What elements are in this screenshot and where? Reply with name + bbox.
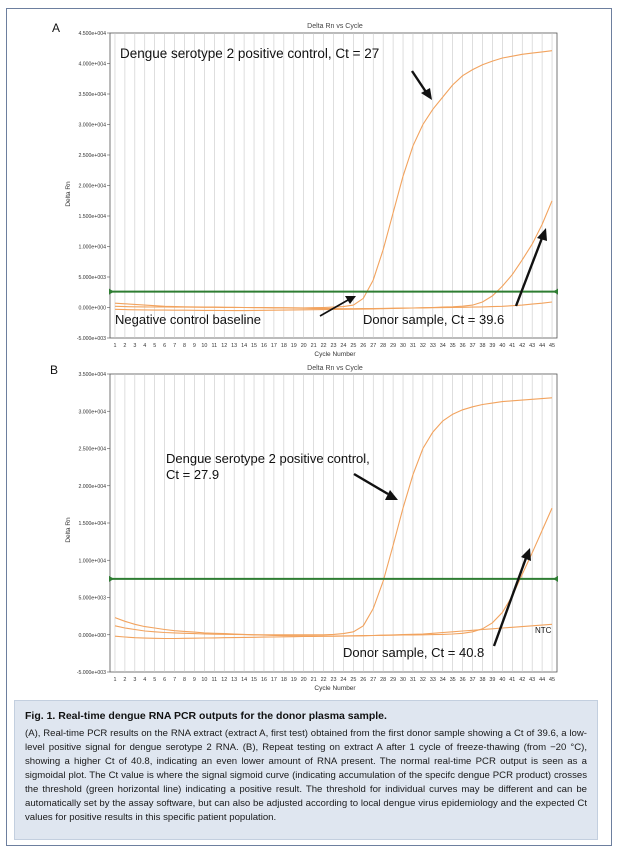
x-tick-label-b: 43 [529, 677, 536, 683]
x-tick-label-b: 30 [400, 677, 407, 683]
x-tick-label-b: 39 [489, 677, 496, 683]
x-tick-label-b: 32 [419, 677, 426, 683]
x-tick-label-b: 20 [300, 677, 307, 683]
x-tick-label-b: 31 [409, 677, 416, 683]
x-tick-label-a: 12 [221, 343, 228, 349]
annotation-ntc-b: NTC [535, 626, 552, 635]
x-tick-label-a: 2 [123, 343, 127, 349]
y-tick-label-a: 5.000e+003 [78, 275, 106, 281]
x-tick-label-b: 36 [459, 677, 466, 683]
annotation-donor-sample-a: Donor sample, Ct = 39.6 [363, 312, 505, 327]
x-tick-label-b: 11 [211, 677, 218, 683]
x-tick-label-b: 6 [163, 677, 167, 683]
caption-title: Fig. 1. Real-time dengue RNA PCR outputs for the donor plasma sample. [25, 710, 387, 722]
y-tick-label-a: -5.000e+003 [76, 336, 106, 342]
panel-label-a: A [52, 21, 61, 35]
x-tick-label-a: 28 [380, 343, 387, 349]
annotation-positive-control-b-line2: Ct = 27.9 [166, 467, 220, 482]
x-tick-label-a: 9 [192, 343, 196, 349]
x-tick-label-b: 8 [183, 677, 186, 683]
x-tick-label-a: 38 [479, 343, 486, 349]
x-tick-label-b: 13 [231, 677, 238, 683]
x-tick-label-b: 9 [192, 677, 196, 683]
y-tick-label-b: 1.000e+004 [78, 558, 106, 565]
chart-panel-b [0, 360, 618, 698]
x-tick-label-b: 41 [509, 677, 516, 683]
x-tick-label-a: 37 [469, 343, 476, 349]
x-tick-label-a: 31 [409, 343, 416, 349]
x-tick-label-b: 5 [153, 677, 157, 683]
x-tick-label-a: 30 [400, 343, 407, 349]
y-tick-label-a: 1.500e+004 [78, 214, 106, 220]
chart-title-b: Delta Rn vs Cycle [307, 365, 363, 372]
x-tick-label-a: 21 [310, 343, 317, 349]
x-tick-label-b: 18 [280, 677, 287, 683]
x-tick-label-b: 2 [123, 677, 127, 683]
x-tick-label-b: 45 [549, 677, 556, 683]
x-tick-label-b: 14 [241, 677, 248, 683]
x-tick-label-b: 17 [270, 677, 277, 683]
y-tick-label-b: 3.000e+004 [78, 409, 106, 416]
y-tick-label-a: 2.500e+004 [78, 153, 106, 159]
plot-area-a [77, 31, 558, 349]
x-tick-label-b: 12 [221, 677, 228, 683]
x-tick-label-a: 7 [173, 343, 177, 349]
annotation-donor-sample-b: Donor sample, Ct = 40.8 [343, 645, 485, 660]
x-tick-label-b: 15 [251, 677, 258, 683]
x-tick-label-b: 1 [113, 677, 117, 683]
y-tick-label-a: 3.000e+004 [78, 122, 106, 129]
y-tick-label-a: 2.000e+004 [78, 183, 106, 190]
x-tick-label-b: 3 [133, 677, 137, 683]
annotation-positive-control-b-line1: Dengue serotype 2 positive control, [166, 451, 370, 466]
x-tick-label-a: 23 [330, 343, 337, 349]
x-tick-label-b: 16 [260, 677, 267, 683]
x-tick-label-a: 26 [360, 343, 367, 349]
x-tick-label-b: 22 [320, 677, 327, 683]
y-axis-label-b: Delta Rn [65, 517, 72, 543]
x-tick-label-a: 14 [241, 343, 248, 349]
x-tick-label-a: 41 [509, 343, 516, 349]
x-tick-label-b: 37 [469, 677, 476, 683]
x-tick-label-b: 38 [479, 677, 486, 683]
x-tick-label-a: 1 [113, 343, 117, 349]
y-tick-label-a: 4.000e+004 [78, 61, 106, 68]
x-tick-label-b: 29 [390, 677, 397, 683]
x-tick-label-a: 20 [300, 343, 307, 349]
x-tick-label-a: 25 [350, 343, 357, 349]
x-tick-label-a: 17 [270, 343, 277, 349]
x-tick-label-a: 24 [340, 343, 347, 349]
x-tick-label-a: 27 [370, 343, 377, 349]
y-tick-label-b: 2.500e+004 [78, 446, 106, 453]
x-tick-label-a: 19 [290, 343, 297, 349]
x-tick-label-b: 26 [360, 677, 367, 683]
x-tick-label-b: 24 [340, 677, 347, 683]
x-tick-label-a: 11 [211, 343, 218, 349]
x-tick-label-b: 44 [539, 677, 546, 683]
caption-body: (A), Real-time PCR results on the RNA extract (extract A, first test) obtained from the first donor sample showing a Ct of 39.6, a low-level positive signal for dengue serotype 2 RNA. (B), Repeat testing on extract A after 1 cycle of freeze-thawing (from −20 °C), showing a higher Ct of 40.8, indicating an even lower amount of RNA present. The normal real-time PCR output is seen as a sigmoidal plot. The Ct value is where the signal sigmoid curve (indicating accumulation of the specifc dengue PCR product) crosses the threshold (green horizontal line) indicating a positive result. The threshold for individual curves may be different and can be automatically set by the assay software, but can also be adjusted according to local dengue virus epidemiology and the expected Ct values for positive results in this specific patient population. [25, 728, 587, 823]
x-tick-label-b: 21 [310, 677, 317, 683]
x-tick-label-a: 29 [390, 343, 397, 349]
chart-panel-a [0, 10, 618, 358]
x-tick-label-b: 7 [173, 677, 177, 683]
x-tick-label-a: 39 [489, 343, 496, 349]
x-tick-label-b: 4 [143, 677, 147, 683]
x-tick-label-b: 33 [429, 677, 436, 683]
x-tick-label-b: 40 [499, 677, 506, 683]
y-tick-label-b: 1.500e+004 [78, 521, 106, 527]
x-tick-label-a: 18 [280, 343, 287, 349]
y-tick-label-b: -5.000e+003 [76, 670, 106, 676]
y-tick-label-a: 0.000e+000 [78, 305, 106, 312]
x-tick-label-a: 8 [183, 343, 186, 349]
x-tick-label-b: 19 [290, 677, 297, 683]
chart-title-a: Delta Rn vs Cycle [307, 23, 363, 30]
plot-area-b [77, 372, 558, 683]
x-axis-label-a: Cycle Number [314, 351, 356, 358]
x-tick-label-a: 33 [429, 343, 436, 349]
x-tick-label-a: 34 [439, 343, 446, 349]
x-tick-label-a: 4 [143, 343, 147, 349]
y-tick-label-b: 0.000e+000 [78, 632, 106, 639]
x-tick-label-a: 3 [133, 343, 137, 349]
x-tick-label-b: 35 [449, 677, 456, 683]
x-tick-label-a: 42 [519, 343, 526, 349]
x-tick-label-b: 10 [201, 677, 208, 683]
x-tick-label-b: 27 [370, 677, 377, 683]
x-tick-label-a: 15 [251, 343, 258, 349]
x-tick-label-a: 43 [529, 343, 536, 349]
y-tick-label-a: 1.000e+004 [78, 244, 106, 251]
y-tick-label-b: 5.000e+003 [78, 595, 106, 602]
figure-caption [14, 700, 598, 840]
x-tick-label-a: 44 [539, 343, 546, 349]
x-tick-label-a: 13 [231, 343, 238, 349]
x-tick-label-a: 16 [260, 343, 267, 349]
y-axis-label-a: Delta Rn [65, 181, 72, 207]
x-tick-label-a: 45 [549, 343, 556, 349]
x-tick-label-a: 40 [499, 343, 506, 349]
x-tick-label-b: 25 [350, 677, 357, 683]
x-tick-label-a: 6 [163, 343, 167, 349]
y-tick-label-b: 2.000e+004 [78, 483, 106, 490]
x-tick-label-a: 32 [419, 343, 426, 349]
x-tick-label-b: 23 [330, 677, 337, 683]
annotation-negative-baseline-a: Negative control baseline [115, 312, 261, 327]
x-tick-label-b: 28 [380, 677, 387, 683]
y-tick-label-b: 3.500e+004 [78, 372, 106, 378]
panel-label-b: B [50, 363, 59, 377]
y-tick-label-a: 4.500e+004 [78, 31, 106, 37]
x-tick-label-b: 42 [519, 677, 526, 683]
x-tick-label-a: 35 [449, 343, 456, 349]
x-tick-label-a: 10 [201, 343, 208, 349]
annotation-positive-control-a: Dengue serotype 2 positive control, Ct = 27 [120, 46, 380, 61]
x-tick-label-a: 22 [320, 343, 327, 349]
x-tick-label-a: 5 [153, 343, 157, 349]
y-tick-label-a: 3.500e+004 [78, 92, 106, 98]
x-axis-label-b: Cycle Number [314, 685, 356, 692]
x-tick-label-b: 34 [439, 677, 446, 683]
x-tick-label-a: 36 [459, 343, 466, 349]
